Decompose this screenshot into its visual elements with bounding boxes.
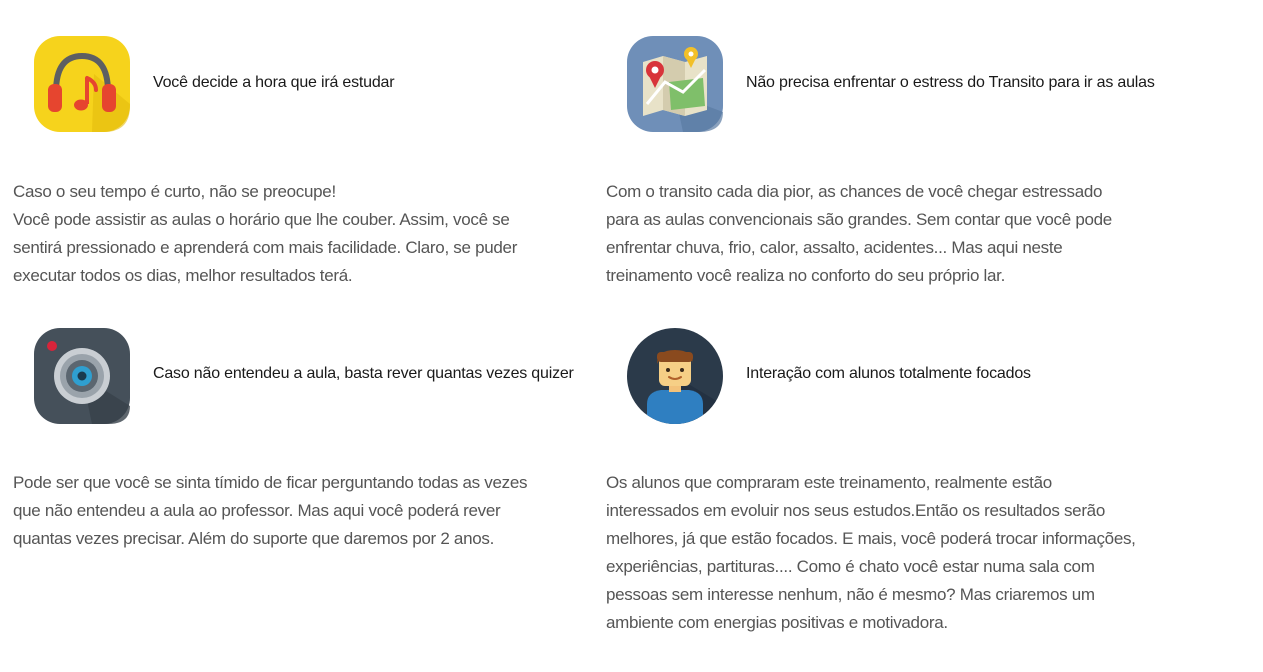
- student-avatar-icon: [625, 326, 725, 426]
- feature-description-line: interessados em evoluir nos seus estudos.Então os resultados serão: [606, 501, 1105, 520]
- feature-title: Não precisa enfrentar o estress do Transito para ir as aulas: [746, 74, 1155, 91]
- feature-description-line: quantas vezes precisar. Além do suporte que daremos por 2 anos.: [13, 529, 495, 548]
- feature-title: Você decide a hora que irá estudar: [153, 74, 395, 91]
- feature-description-line: Pode ser que você se sinta tímido de ficar perguntando todas as vezes: [13, 473, 528, 492]
- feature-description-line: Os alunos que compraram este treinamento, realmente estão: [606, 473, 1052, 492]
- feature-description-line: para as aulas convencionais são grandes. Sem contar que você pode: [606, 210, 1112, 229]
- feature-description-line: Com o transito cada dia pior, as chances de você chegar estressado: [606, 182, 1103, 201]
- feature-description-line: treinamento você realiza no conforto do seu próprio lar.: [606, 266, 1005, 285]
- feature-description-line: executar todos os dias, melhor resultados terá.: [13, 266, 353, 285]
- feature-description-line: ambiente com energias positivas e motivadora.: [606, 613, 948, 632]
- feature-description-line: Caso o seu tempo é curto, não se preocupe!: [13, 182, 336, 201]
- feature-description: [606, 178, 1112, 290]
- feature-description-line: sentirá pressionado e aprenderá com mais facilidade. Claro, se puder: [13, 238, 518, 257]
- feature-description-line: pessoas sem interesse nenhum, não é mesmo? Mas criaremos um: [606, 585, 1095, 604]
- feature-description-line: enfrentar chuva, frio, calor, assalto, acidentes... Mas aqui neste: [606, 238, 1063, 257]
- feature-description: [606, 469, 1136, 637]
- feature-description-line: que não entendeu a aula ao professor. Mas aqui você poderá rever: [13, 501, 501, 520]
- feature-description: [13, 469, 527, 553]
- feature-title: Interação com alunos totalmente focados: [746, 365, 1031, 382]
- feature-description-line: melhores, já que estão focados. E mais, você poderá trocar informações,: [606, 529, 1136, 548]
- feature-description: [13, 178, 517, 290]
- feature-description-line: Você pode assistir as aulas o horário que lhe couber. Assim, você se: [13, 210, 510, 229]
- map-pin-icon: [625, 34, 725, 134]
- camera-icon: [32, 326, 132, 426]
- feature-description-line: experiências, partituras.... Como é chato você estar numa sala com: [606, 557, 1095, 576]
- headphones-music-icon: [32, 34, 132, 134]
- feature-title: Caso não entendeu a aula, basta rever quantas vezes quizer: [153, 365, 574, 382]
